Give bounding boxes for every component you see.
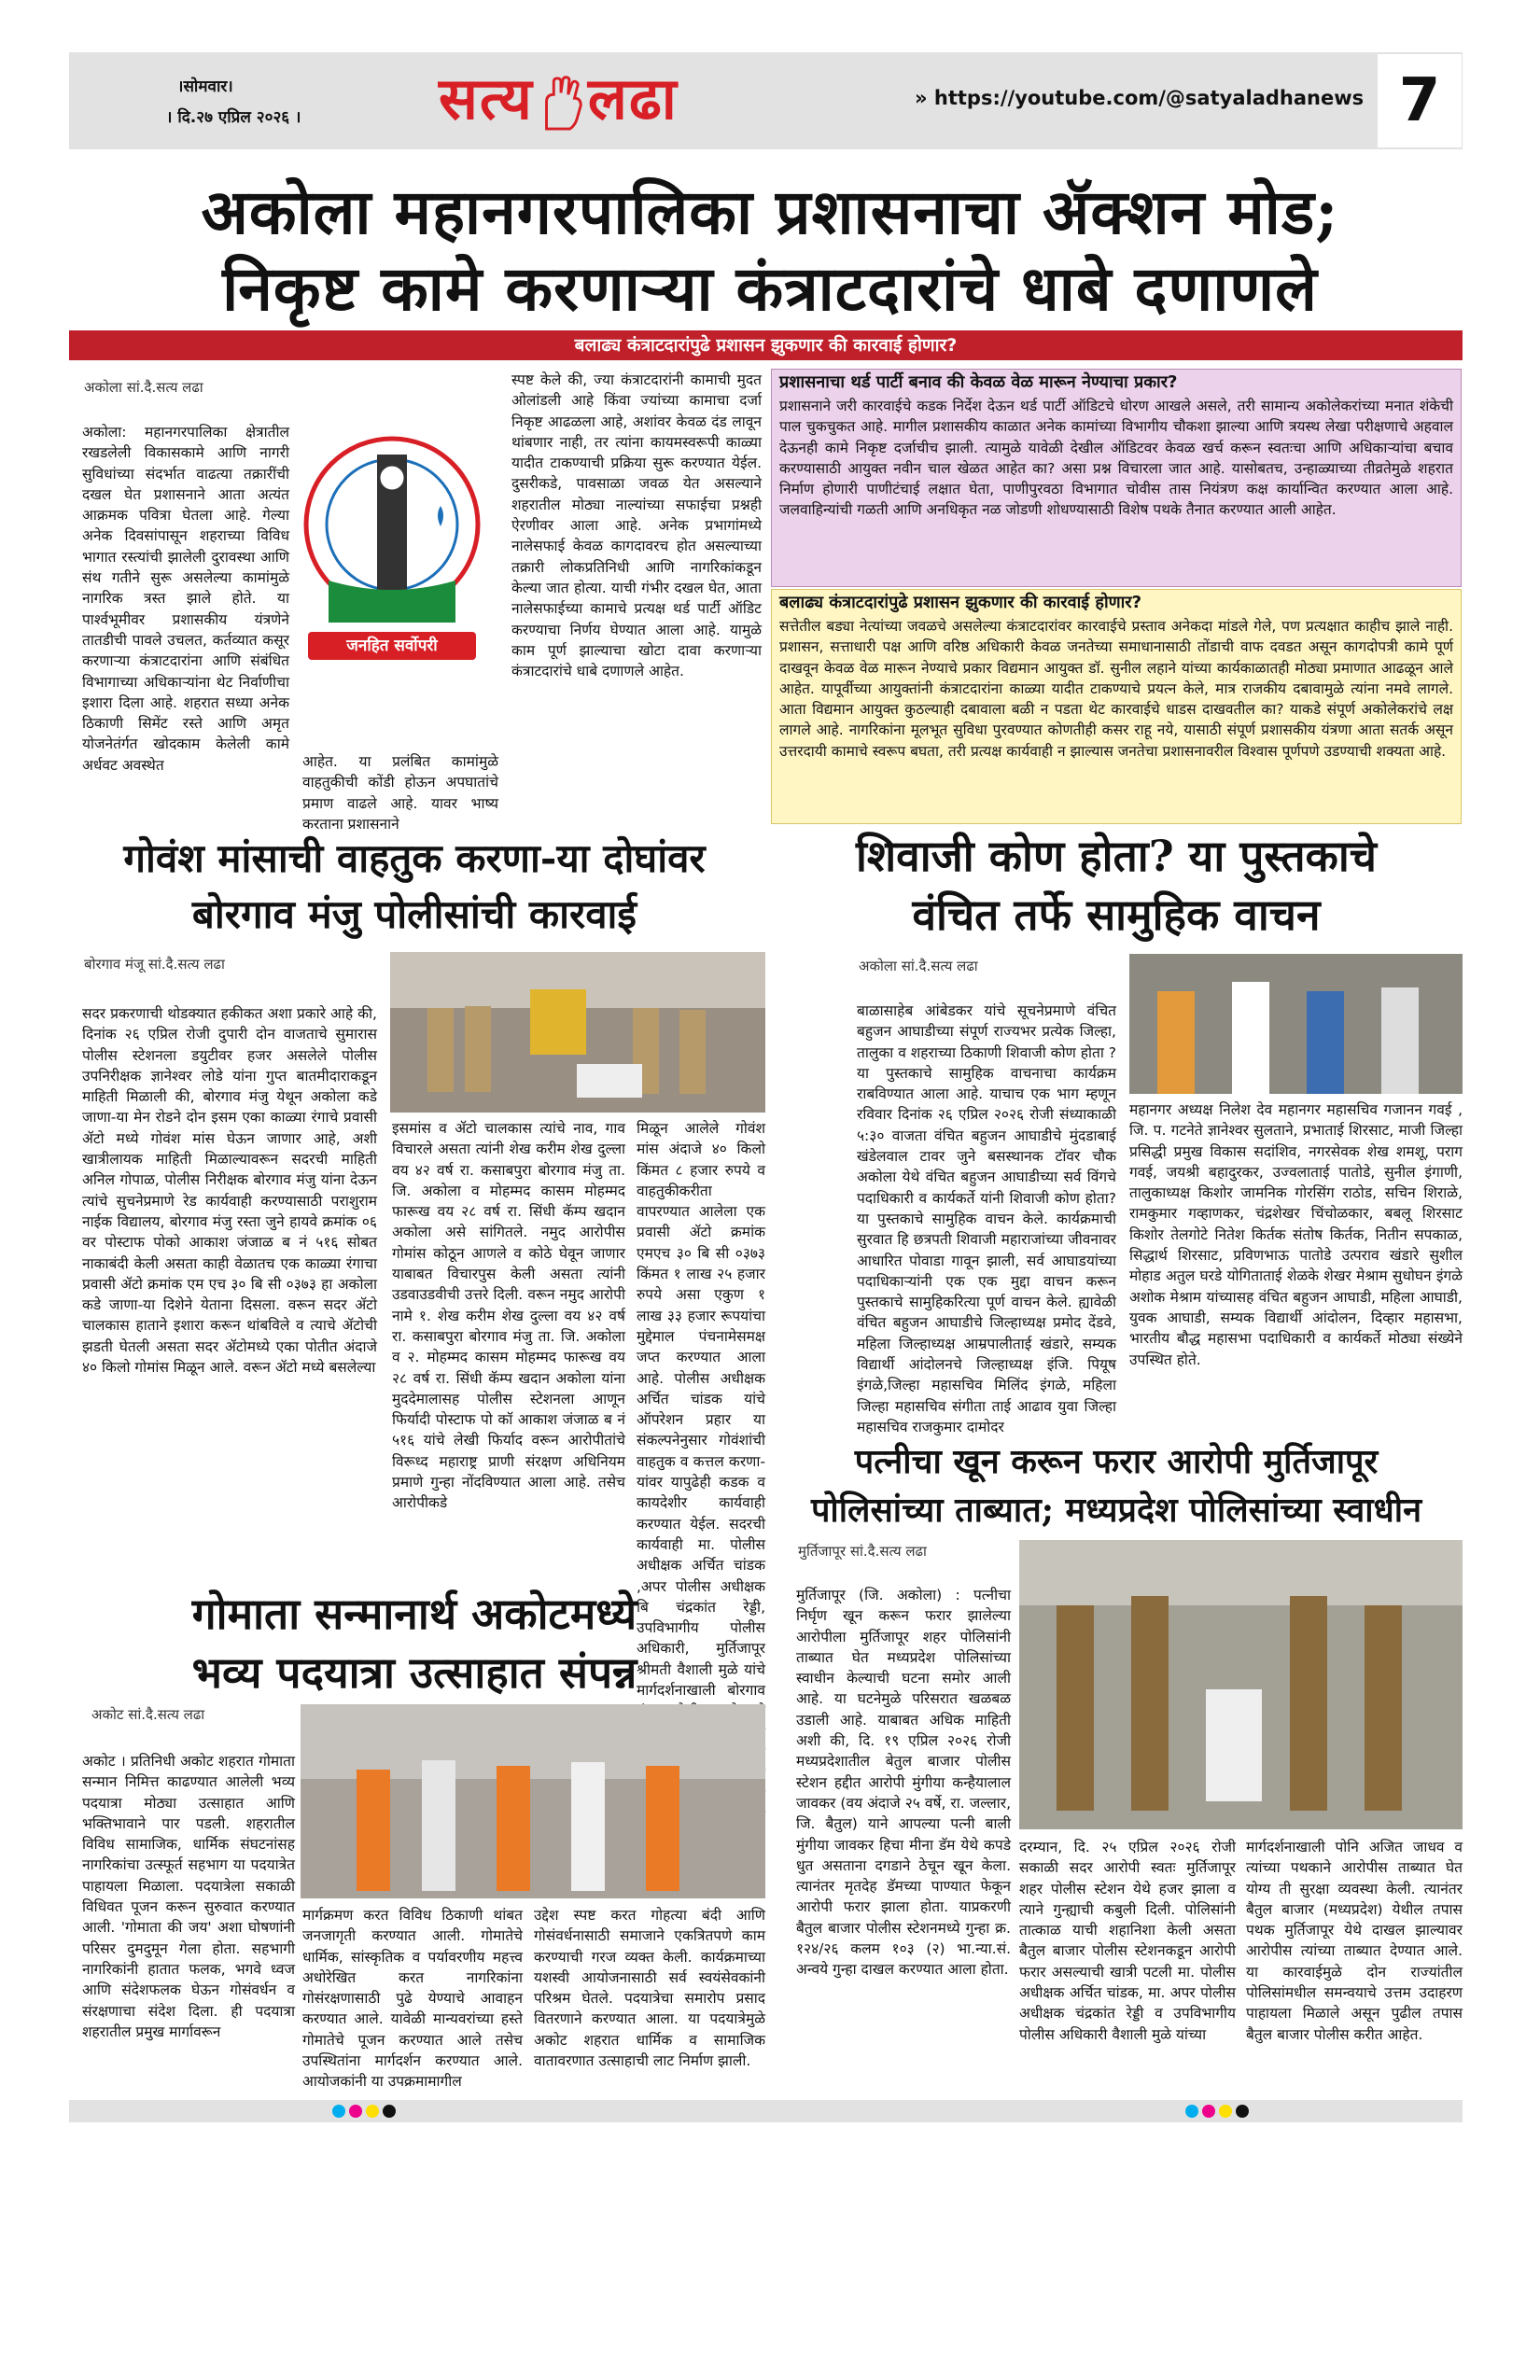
amc-emblem-icon	[301, 366, 483, 749]
murtijapur-photo	[1019, 1540, 1463, 1829]
murtijapur-headline-line2: पोलिसांच्या ताब्यात; मध्यप्रदेश पोलिसांच्या स्वाधीन	[810, 1491, 1422, 1530]
issue-date: । दि.२७ एप्रिल २०२६ ।	[166, 108, 301, 127]
shivaji-headline-line2: वंचित तर्फे सामुहिक वाचन	[912, 889, 1321, 940]
logo-word-left: सत्य	[439, 64, 534, 133]
youtube-url: https://youtube.com/@satyaladhanews	[933, 87, 1365, 109]
govansh-byline: बोरगाव मंजू सां.दै.सत्य लढा	[84, 956, 225, 973]
page-number: 7	[1378, 54, 1462, 147]
reg-mark-cyan	[332, 2105, 345, 2118]
main-col1: अकोला: महानगरपालिका क्षेत्रातील रखडलेली विकासकामे आणि नागरी सुविधांच्या संदर्भात वाढत्या तक्रारींची दखल घेत प्रशासनाने आता अत्यंत आक्रमक पवित्रा घेतला आहे. गेल्या अनेक दिवसांपासून शहराच्या विविध भागात रस्त्यांची झालेली दुरावस्था आणि संथ गतीने सुरू असलेल्या कामांमुळे नागरिक त्रस्त झाले होते. या पार्श्वभूमीवर प्रशासकीय यंत्रणेने तातडीची पावले उचलत, कर्तव्यात कसूर करणाऱ्या कंत्राटदारांना आणि संबंधित विभागाच्या अधिकाऱ्यांना थेट निर्वाणीचा इशारा दिला आहे. शहरात सध्या अनेक ठिकाणी सिमेंट रस्ते आणि अमृत योजनेतंर्गत खोदकाम केलेली कामे अर्धवट अवस्थेत	[82, 424, 289, 774]
fist-icon	[534, 75, 588, 133]
gomata-byline: अकोट सां.दै.सत्य लढा	[91, 1706, 205, 1723]
amc-logo	[301, 366, 483, 749]
govansh-headline-line1: गोवंश मांसाची वाहतुक करणा-या दोघांवर	[123, 835, 706, 881]
shivaji-col1: बाळासाहेब आंबेडकर यांचे सूचनेप्रमाणे वंचित बहुजन आघाडीच्या संपूर्ण राज्यभर प्रत्येक जिल्हा, तालुका व शहराच्या ठिकाणी शिवाजी कोण होता ? या पुस्तकाचे सामुहिक वाचनाचा कार्यक्रम राबविण्यात आला आहे. याचाच एक भाग म्हणून रविवार दिनांक २६ एप्रिल २०२६ रोजी संध्याकाळी ५:३० वाजता वंचित बहुजन आघाडीचे मुंदडाबाई खंडेलवाल टावर जुने बसस्थानक टॉवर चौक अकोला येथे वंचित बहुजन आघाडीच्या सर्व विंगचे पदाधिकारी व कार्यकर्ते यांनी शिवाजी कोण होता? या पुस्तकाचे सामुहिक वाचन केले. कार्यक्रमाची सुरवात हि छत्रपती शिवाजी महाराजांच्या जीवनावर आधारित पोवाडा गावून झाली, सर्व आघाडयांच्या पदाधिकाऱ्यांनी एक एक मुद्दा वाचन करून पुस्तकाचे सामुहिकरित्या पूर्ण वाचन केले. ह्यावेळी वंचित बहुजन आघाडीचे जिल्हाध्यक्ष प्रमोद देंडवे, महिला जिल्हाध्यक्ष आम्रपालीताई खंडारे, सम्यक विद्यार्थी आंदोलनचे जिल्हाध्यक्ष इंजि. पियूष इंगळे,जिल्हा महासचिव मिलिंद इंगळे, महिला जिल्हा महासचिव संगीता ताई आढाव युवा जिल्हा महासचिव राजकुमार दामोदर	[857, 1002, 1116, 1435]
main-headline-line1: अकोला महानगरपालिका प्रशासनाचा ॲक्शन मोड;	[201, 175, 1339, 248]
main-col3: स्पष्ट केले की, ज्या कंत्राटदारांनी कामाची मुदत ओलांडली आहे किंवा ज्यांच्या कामाचा दर्जा निकृष्ट आढळला आहे, अशांवर केवळ दंड लावून थांबणार नाही, तर त्यांना कायमस्वरूपी काळ्या यादीत टाकण्याची प्रक्रिया सुरू करण्यात येईल. दुसरीकडे, पावसाळा जवळ येत असल्याने शहरातील मोठ्या नाल्यांच्या सफाईचा प्रश्नही ऐरणीवर आला आहे. अनेक प्रभागांमध्ये नालेसफाई केवळ कागदावरच होत असल्याच्या तक्रारी लोकप्रतिनिधी आणि नागरिकांकडून केल्या जात होत्या. याची गंभीर दखल घेत, आता नालेसफाईच्या कामाचे प्रत्यक्ष थर्ड पार्टी ऑडिट करण्याचा निर्णय घेण्यात आला आहे. यामुळे काम पूर्ण झाल्याचा खोटा दावा करणाऱ्या कंत्राटदारांचे धाबे दणाणले आहेत.	[511, 371, 762, 680]
shivaji-headline-line1: शिवाजी कोण होता? या पुस्तकाचे	[855, 831, 1377, 881]
reg-mark-cyan-2	[1185, 2105, 1198, 2118]
main-col2: आहेत. या प्रलंबित कामांमुळे वाहतुकीची कोंडी होऊन अपघातांचे प्रमाण वाढले आहे. यावर भाष्य करताना प्रशासनाने	[302, 753, 498, 833]
govansh-photo	[390, 952, 765, 1113]
shivaji-photo	[1129, 954, 1463, 1094]
main-byline: अकोला सां.दै.सत्य लढा	[84, 379, 203, 396]
reg-mark-yellow	[366, 2105, 379, 2118]
box-contractors-title: बलाढ्य कंत्राटदारांपुढे प्रशासन झुकणार की कारवाई होणार?	[779, 593, 1142, 612]
reg-mark-yellow-2	[1219, 2105, 1232, 2118]
box-third-party-text: प्रशासनाने जरी कारवाईचे कडक निर्देश देऊन थर्ड पार्टी ऑडिटचे धोरण आखले असले, तरी सामान्य अकोलेकरांच्या मनात शंकेची पाल चुकचुकत आहे. मागील प्रशासकीय काळात अनेक कामांच्या विभागीय चौकशा झाल्या आणि त्रयस्थ लेखा परीक्षणाचे अहवाल देऊनही कामे निकृष्ट दर्जाचीच झाली. त्यामुळे यावेळी देखील ऑडिटवर केवळ खर्च करून स्वतःचा आणि अधिकाऱ्यांचा बचाव करण्यासाठी आयुक्त नवीन चाल खेळत आहेत का? असा प्रश्न विचारला जात आहे. यासोबतच, उन्हाळ्याच्या तीव्रतेमुळे शहरात निर्माण होणारी पाणीटंचाई लक्षात घेता, पाणीपुरवठा विभागात चोवीस तास नियंत्रण कक्ष कार्यान्वित करण्यात आला आहे. जलवाहिन्यांची गळती आणि अनधिकृत नळ जोडणी शोधण्यासाठी विशेष पथके तैनात करण्यात आली आहेत.	[779, 398, 1453, 519]
newspaper-logo	[439, 58, 679, 136]
gomata-headline-line2: भव्य पदयात्रा उत्साहात संपन्न	[191, 1647, 637, 1698]
gomata-col3: उद्देश स्पष्ट करत गोहत्या बंदी आणि गोसंवर्धनासाठी समाजाने एकत्रितपणे काम करण्याची गरज व्यक्त केली. कार्यक्रमाच्या यशस्वी आयोजनासाठी सर्व स्वयंसेवकांनी परिश्रम घेतले. पदयात्रेचा समारोप प्रसाद वितरणाने करण्यात आला. या पदयात्रेमुळे अकोट शहरात धार्मिक व सामाजिक वातावरणात उत्साहाची लाट निर्माण झाली.	[534, 1907, 765, 2070]
murtijapur-col1: मुर्तिजापूर (जि. अकोला) : पत्नीचा निर्घृण खून करून फरार झालेल्या आरोपीला मुर्तिजापूर शहर पोलिसांनी ताब्यात घेत मध्यप्रदेश पोलिसांच्या स्वाधीन केल्याची घटना समोर आली आहे. या घटनेमुळे परिसरात खळबळ उडाली आहे. याबाबत अधिक माहिती अशी की, दि. १९ एप्रिल २०२६ रोजी मध्यप्रदेशातील बेतुल बाजार पोलीस स्टेशन हद्दीत आरोपी मुंगीया कन्हैयालाल जावकर (वय अंदाजे २५ वर्षे, रा. जल्लार, जि. बैतुल) याने आपल्या पत्नी बाली मुंगीया जावकर हिचा मीना डॅम येथे कपडे धुत असताना दगडाने ठेचून खून केला. त्यानंतर मृतदेह डॅमच्या पाण्यात फेकून आरोपी फरार झाला होता. याप्रकरणी बैतुल बाजार पोलीस स्टेशनमध्ये गुन्हा क्र. १२४/२६ कलम १०३ (२) भा.न्या.सं. अन्वये गुन्हा दाखल करण्यात आला होता.	[796, 1587, 1011, 1979]
gomata-col2: मार्गक्रमण करत विविध ठिकाणी थांबत जनजागृती करण्यात आली. गोमातेचे धार्मिक, सांस्कृतिक व पर्यावरणीय महत्त्व अधोरेखित करत नागरिकांना गोसंरक्षणासाठी पुढे येण्याचे आवाहन करण्यात आले. यावेळी मान्यवरांच्या हस्ते गोमातेचे पूजन करण्यात आले तसेच उपस्थितांना मार्गदर्शन करण्यात आले. आयोजकांनी या उपक्रमामागील	[302, 1907, 523, 2091]
murtijapur-byline: मुर्तिजापूर सां.दै.सत्य लढा	[798, 1543, 927, 1560]
reg-mark-black-2	[1236, 2105, 1249, 2118]
double-chevron-icon: »	[915, 87, 928, 109]
gomata-headline-line1: गोमाता सन्मानार्थ अकोटमध्ये	[191, 1589, 637, 1639]
shivaji-col2: महानगर अध्यक्ष निलेश देव महानगर महासचिव गजानन गवई , जि. प. गटनेते ज्ञानेश्वर सुलताने, प्रभाताई शिरसाट, माजी जिल्हा प्रसिद्धी प्रमुख विकास सदांशिव, नगरसेवक शेख शमशू, पराग गवई, जयश्री बहादुरकर, उज्वलाताई पातोडे, सुनील इंगाणी, तालुकाध्यक्ष किशोर जामनिक गोरसिंग राठोड, सचिन शिराळे, रामकुमार गव्हाणकर, चंद्रशेखर चिंचोळकार, बबलू शिरसाट किशोर तेलगोटे नितेश किर्तक संतोष किर्तक, नितीन सपकाळ, सिद्धार्थ शिरसाट, प्रविणभाऊ पातोडे उत्पराव खंडारे सुशील मोहाड अतुल घरडे योगिताताई शेळके शेखर मेश्राम सुधोघन इंगळे अशोक मेश्राम यांच्यासह वंचित बहुजन आघाडी, महिला आघाडी, युवक आघाडी, सम्यक विद्यार्थी आंदोलन, दिव्हार महासभा, भारतीय बौद्ध महासभा पदाधिकारी व कार्यकर्ते मोठ्या संख्येने उपस्थित होते.	[1129, 1101, 1463, 1368]
issue-day: ।सोमवार।	[177, 77, 233, 96]
box-third-party-title: प्रशासनाचा थर्ड पार्टी बनाव की केवळ वेळ मारून नेण्याचा प्रकार?	[779, 372, 1178, 392]
footer-bar	[69, 2100, 1463, 2122]
govansh-col2: इसमांस व ॲटो चालकास त्यांचे नाव, गाव विचारले असता त्यांनी शेख करीम शेख दुल्ला वय ४२ वर्ष रा. कसाबपुरा बोरगाव मंजु ता. जि. अकोला व मोहम्मद कासम मोहम्मद फारूख वय २८ वर्ष रा. सिंधी कॅम्प खदान अकोला असे सांगितले. नमुद आरोपीस गोमांस कोठून आणले व कोठे घेवून जाणार याबाबत विचारपुस केली असता त्यांनी उडवाउडवीची उत्तरे दिली. वरून नमुद आरोपी नामे १. शेख करीम शेख दुल्ला वय ४२ वर्ष रा. कसाबपुरा बोरगाव मंजु ता. जि. अकोला व २. मोहम्मद कासम मोहम्मद फारूख वय २८ वर्ष रा. सिंधी कॅम्प खदान अकोला यांना मुददेमालासह पोलीस स्टेशनला आणून फिर्यादी पोस्टाफ पो कॉ आकाश जंजाळ ब नं ५१६ यांचे लेखी फिर्याद वरून आरोपीतांचे विरूध्द महाराष्ट्र प्राणी संरक्षण अधिनियम प्रमाणे गुन्हा नोंदविण्यात आला आहे. तसेच आरोपीकडे	[392, 1120, 625, 1512]
box-contractors-text: सत्तेतील बड्या नेत्यांच्या जवळचे असलेल्या कंत्राटदारांवर कारवाईचे प्रस्ताव अनेकदा मांडले गेले, पण प्रत्यक्षात काहीच झाले नाही. प्रशासन, सत्ताधारी पक्ष आणि वरिष्ठ अधिकारी केवळ जनतेच्या समाधानासाठी तोंडाची वाफ दवडत असून कागदोपत्री कामे पूर्ण दाखवून केवळ वेळ मारून नेण्याचे प्रकार विद्यमान आयुक्त डॉ. सुनील लहाने यांच्या कार्यकाळातही मोठ्या प्रमाणात आढळून आले आहेत. यापूर्वीच्या आयुक्तांनी कंत्राटदारांना काळ्या यादीत टाकण्याचे प्रयत्न केले, मात्र राजकीय दबावामुळे त्यांना नमवे लागले. आता विद्यमान आयुक्त कुठल्याही दबावाला बळी न पडता थेट कारवाईचे धाडस दाखवतील का? याकडे संपूर्ण अकोलेकरांचे लक्ष लागले आहे. नागरिकांना मूलभूत सुविधा पुरवण्यात कोणतीही कसर राहू नये, यासाठी संपूर्ण प्रशासकीय यंत्रणा आता सतर्क असून उत्तरदायी कामाचे स्वरूप बघता, तरी प्रत्यक्ष कार्यवाही न झाल्यास जनतेचा प्रशासनावरील विश्वास पूर्णपणे उडण्याची शक्यता आहे.	[779, 618, 1453, 760]
govansh-headline-line2: बोरगाव मंजु पोलीसांची कारवाई	[191, 891, 637, 937]
main-headline-line2: निकृष्ट कामे करणाऱ्या कंत्राटदारांचे धाबे दणाणले	[222, 252, 1318, 325]
box-contractors	[771, 589, 1462, 824]
gomata-col1: अकोट । प्रतिनिधी अकोट शहरात गोमाता सन्मान निमित्त काढण्यात आलेली भव्य पदयात्रा मोठ्या उत्साहात आणि भक्तिभावाने पार पडली. शहरातील विविध सामाजिक, धार्मिक संघटनांसह नागरिकांचा उत्स्फूर्त सहभाग या पदयात्रेत पाहायला मिळाला. पदयात्रेला सकाळी विधिवत पूजन करून सुरुवात करण्यात आली. 'गोमाता की जय' अशा घोषणांनी परिसर दुमदुमून गेला होता. सहभागी नागरिकांनी हातात फलक, भगवे ध्वज आणि संदेशफलक घेऊन गोसंवर्धन व संरक्षणाचा संदेश दिला. ही पदयात्रा शहरातील प्रमुख मार्गावरून	[82, 1753, 295, 2040]
shivaji-byline: अकोला सां.दै.सत्य लढा	[859, 958, 978, 974]
murtijapur-col2: दरम्यान, दि. २५ एप्रिल २०२६ रोजी सकाळी सदर आरोपी स्वतः मुर्तिजापूर शहर पोलीस स्टेशन येथे हजर झाला व त्याने गुन्ह्याची कबुली दिली. पोलिसांनी तात्काळ याची शहानिशा केली असता बैतुल बाजार पोलीस स्टेशनकडून आरोपी फरार असल्याची खात्री पटली मा. पोलीस अधीक्षक अर्चित चांडक, मा. अपर पोलीस अधीक्षक चंद्रकांत रेड्डी व उपविभागीय पोलीस अधिकारी वैशाली मुळे यांच्या	[1019, 1839, 1236, 2043]
reg-mark-black	[383, 2105, 396, 2118]
murtijapur-headline-line1: पत्नीचा खून करून फरार आरोपी मुर्तिजापूर	[854, 1442, 1379, 1481]
govansh-col3: मिळून आलेले गोवंश मांस अंदाजे ४० किलो किंमत ८ हजार रुपये व वाहतुकीकरीता वापरण्यात आलेला एक प्रवासी ॲटो क्रमांक एमएच ३० बि सी ०३७३ किंमत १ लाख २५ हजार रुपये असा एकुण १ लाख ३३ हजार रूपयांचा मुद्देमाल पंचनामेसमक्ष जप्त करण्यात आला आहे. पोलीस अधीक्षक अर्चित चांडक यांचे ऑपरेशन प्रहार या संकल्पनेनुसार गोवंशांची वाहतुक व कत्तल करणा-यांवर यापुढेही कडक व कायदेशीर कार्यवाही करण्यात येईल. सदरची कार्यवाही मा. पोलीस अधीक्षक अर्चित चांडक ,अपर पोलीस अधीक्षक बि चंद्रकांत रेड्डी, उपविभागीय पोलीस अधिकारी, मुर्तिजापूर श्रीमती वैशाली मुळे यांचे मार्गदर्शनाखाली बोरगाव	[637, 1120, 765, 1700]
amc-logo-caption: जनहित सर्वोपरी	[308, 632, 476, 660]
reg-mark-magenta	[349, 2105, 362, 2118]
murtijapur-col3: मार्गदर्शनाखाली पोनि अजित जाधव व त्यांच्या पथकाने आरोपीस ताब्यात घेत योग्य ती सुरक्षा व्यवस्था केली. त्यानंतर बैतुल बाजार (मध्यप्रदेश) येथील तपास पथक मुर्तिजापूर येथे दाखल झाल्यावर आरोपीस त्यांच्या ताब्यात देण्यात आले. या कारवाईमुळे दोन राज्यांतील पोलिसांमधील समन्वयाचे उत्तम उदाहरण पाहायला मिळाले असून पुढील तपास बैतुल बाजार पोलीस करीत आहेत.	[1246, 1839, 1463, 2043]
main-strap: बलाढ्य कंत्राटदारांपुढे प्रशासन झुकणार की कारवाई होणार?	[69, 330, 1463, 360]
reg-mark-magenta-2	[1202, 2105, 1215, 2118]
logo-word-right: लढा	[587, 64, 679, 133]
govansh-col1: सदर प्रकरणाची थोडक्यात हकीकत अशा प्रकारे आहे की, दिनांक २६ एप्रिल रोजी दुपारी दोन वाजताचे सुमारास पोलीस स्टेशनला डयुटीवर हजर असलेले पोलीस उपनिरीक्षक ज्ञानेश्वर लोडे यांना गुप्त बातमीदाराकडून माहिती मिळाली की, बोरगाव मंजु येथून अकोला कडे जाणा-या मेन रोडने दोन इसम एका काळ्या रंगाचे प्रवासी ॲटो मध्ये गोवंश मांस घेऊन जाणार आहे, अशी खात्रीलायक माहिती मिळाल्यावरून सदरची माहिती अनिल गोपाळ, पोलीस निरीक्षक बोरगाव मंजु यांना देऊन त्यांचे सुचनेप्रमाणे रेड कार्यवाही करण्यासाठी पराशुराम नाईक विद्यालय, बोरगाव मंजु रस्ता जुने हायवे क्रमांक ०६ वर पोस्टाफ पोको आकाश जंजाळ ब नं ५१६ सोबत नाकाबंदी केली असता काही वेळातच एक काळ्या रंगाचा प्रवासी ॲटो क्रमांक एम एच ३० बि सी ०३७३ हा अकोला कडे जाणा-या दिशेने येताना दिसला. वरून सदर ॲटो चालकास हाताने इशारा करून थांबविले व त्याचे ॲटोची झडती घेतली असता सदर ॲटोमध्ये एका पोतीत अंदाजे ४० किलो गोमांस मिळून आले. वरून ॲटो मध्ये बसलेल्या	[82, 1005, 377, 1377]
gomata-photo	[301, 1704, 765, 1898]
youtube-link[interactable]	[915, 87, 1364, 109]
box-third-party	[771, 369, 1462, 587]
